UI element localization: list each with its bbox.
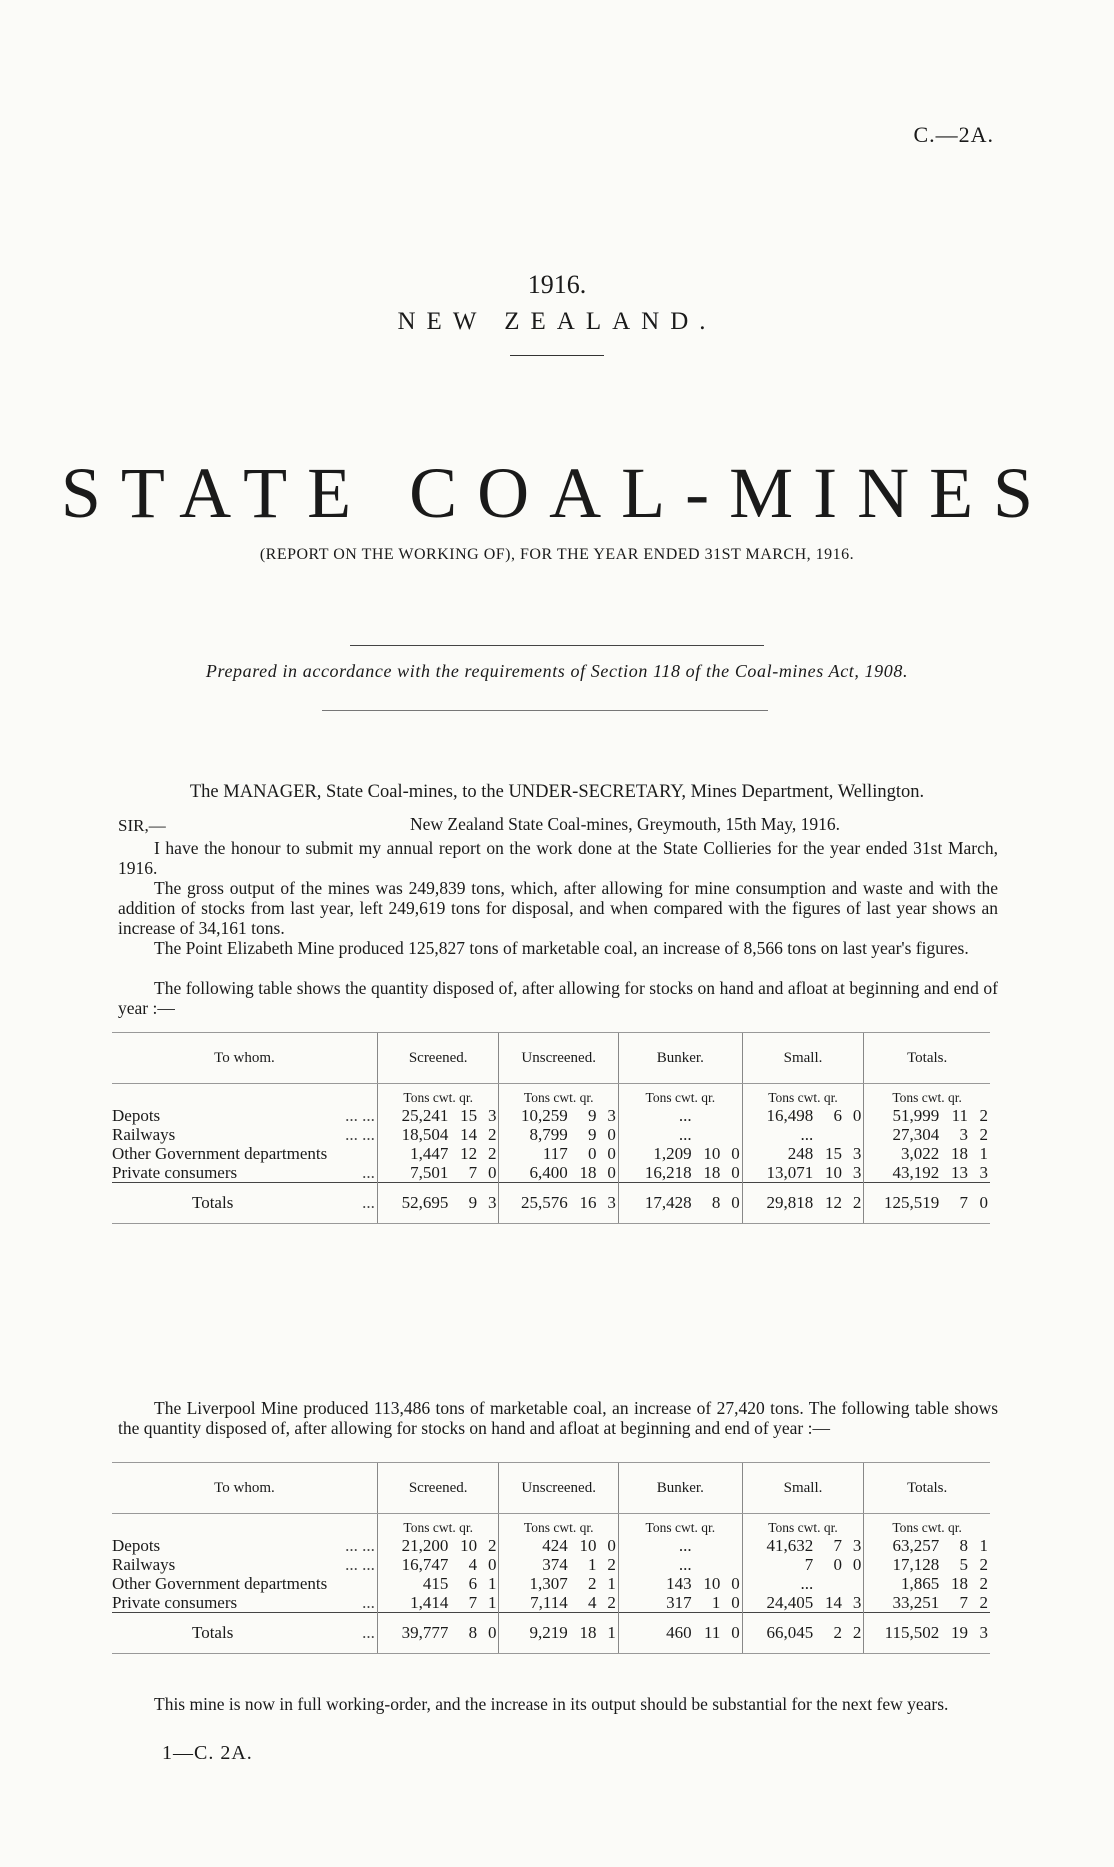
- cell-qr: 0: [487, 1163, 497, 1182]
- cell-tons: 24,405: [742, 1593, 815, 1613]
- units-label: Tons cwt. qr.: [618, 1084, 742, 1107]
- cell-qr: 0: [852, 1106, 862, 1125]
- country-heading: NEW ZEALAND.: [397, 308, 717, 335]
- cell-tons: 1,307: [499, 1574, 570, 1593]
- cell-qr: [722, 1536, 742, 1555]
- col-header-small: Small.: [742, 1463, 864, 1514]
- cell-tons: ...: [742, 1125, 815, 1144]
- cell-qr: 2: [979, 1106, 988, 1125]
- cell-tons: 25,576: [499, 1183, 570, 1224]
- cell-cwt: 8: [450, 1613, 479, 1654]
- cell-cwt: 5: [959, 1555, 968, 1574]
- cell-tons: 16,218: [618, 1163, 693, 1183]
- col-header-to-whom: To whom.: [112, 1033, 377, 1084]
- col-header-unscreened: Unscreened.: [499, 1033, 618, 1084]
- table-row: [112, 1555, 990, 1574]
- col-header-screened: Screened.: [377, 1463, 499, 1514]
- cell-qr: 2: [979, 1125, 988, 1144]
- cell-qr: 3: [599, 1183, 619, 1224]
- row-label-text: Railways: [112, 1125, 176, 1144]
- cell-tons: 3,022: [864, 1144, 941, 1163]
- cell-tons: 7,114: [499, 1593, 570, 1613]
- letter-addressee: The MANAGER, State Coal-mines, to the UNDER-SECRETARY, Mines Department, Wellington.: [189, 782, 925, 802]
- liverpool-table: [112, 1462, 990, 1654]
- row-label: [112, 1163, 377, 1183]
- divider-rule: [510, 355, 604, 356]
- table1-totals-row: [112, 1183, 990, 1224]
- cell-qr: 2: [487, 1536, 497, 1555]
- cell-cwt: 7: [468, 1593, 478, 1612]
- letter-dateline: New Zealand State Coal-mines, Greymouth, 15th May, 1916.: [410, 814, 840, 834]
- cell-qr: 1: [607, 1574, 616, 1593]
- cell-tons: ...: [618, 1536, 693, 1555]
- cell-cwt: 11: [694, 1613, 723, 1654]
- cell-cwt: 3: [959, 1125, 968, 1144]
- cell-qr: 3: [607, 1106, 616, 1125]
- cell-tons: 374: [499, 1555, 570, 1574]
- cell-tons: 460: [618, 1613, 693, 1654]
- cell-cwt: 15: [460, 1106, 478, 1125]
- cell-tons: 33,251: [864, 1593, 941, 1613]
- cell-cwt: 9: [450, 1183, 479, 1224]
- cell-qr: 3: [979, 1163, 988, 1182]
- cell-qr: 2: [979, 1574, 988, 1593]
- row-label: [112, 1593, 377, 1613]
- cell-qr: 0: [607, 1144, 616, 1163]
- cell-tons: 7: [742, 1555, 815, 1574]
- cell-qr: 2: [607, 1593, 616, 1612]
- col-header-bunker: Bunker.: [618, 1033, 742, 1084]
- cell-tons: ...: [618, 1555, 693, 1574]
- table-row: [112, 1574, 990, 1593]
- cell-tons: 248: [742, 1144, 815, 1163]
- cell-tons: 1,447: [377, 1144, 450, 1163]
- cell-cwt: 18: [950, 1574, 968, 1593]
- cell-qr: 0: [731, 1144, 740, 1163]
- cell-tons: 18,504: [377, 1125, 450, 1144]
- cell-qr: 0: [722, 1613, 742, 1654]
- leader-dots: ... ...: [345, 1106, 375, 1125]
- cell-qr: 3: [479, 1183, 499, 1224]
- cell-qr: 3: [852, 1536, 862, 1555]
- leader-dots: ...: [362, 1593, 375, 1612]
- cell-tons: 21,200: [377, 1536, 450, 1555]
- cell-cwt: 6: [833, 1106, 842, 1125]
- cell-qr: 0: [607, 1125, 616, 1144]
- units-label: Tons cwt. qr.: [377, 1514, 499, 1537]
- cell-cwt: 2: [588, 1574, 597, 1593]
- units-label: Tons cwt. qr.: [618, 1514, 742, 1537]
- cell-cwt: [694, 1536, 723, 1555]
- cell-tons: 29,818: [742, 1183, 815, 1224]
- paragraph-point-elizabeth: The Point Elizabeth Mine produced 125,827 tons of marketable coal, an increase of 8,566 tons on last year's figures.: [154, 938, 969, 958]
- units-label: Tons cwt. qr.: [377, 1084, 499, 1107]
- cell-cwt: 15: [824, 1144, 842, 1163]
- report-year: 1916.: [527, 270, 587, 299]
- table-row: [112, 1106, 990, 1125]
- row-label: [112, 1144, 377, 1163]
- cell-qr: 2: [487, 1125, 497, 1144]
- cell-cwt: [694, 1555, 723, 1574]
- cell-qr: 1: [487, 1593, 497, 1612]
- row-label-text: Private consumers: [112, 1593, 238, 1612]
- cell-qr: [844, 1125, 864, 1144]
- cell-tons: 63,257: [864, 1536, 941, 1555]
- cell-tons: 125,519: [864, 1183, 941, 1224]
- cell-tons: 39,777: [377, 1613, 450, 1654]
- cell-qr: 0: [852, 1555, 862, 1574]
- row-label-text: Depots: [112, 1106, 161, 1125]
- cell-cwt: [815, 1574, 844, 1593]
- cell-qr: [722, 1106, 742, 1125]
- cell-qr: 3: [852, 1144, 862, 1163]
- row-label-text: Depots: [112, 1536, 161, 1555]
- paragraph-table1-intro: The following table shows the quantity disposed of, after allowing for stocks on hand and afloat at beginning and end of year :—: [118, 978, 998, 1018]
- cell-tons: 51,999: [864, 1106, 941, 1125]
- cell-cwt: 7: [959, 1593, 968, 1612]
- cell-qr: 3: [852, 1593, 862, 1612]
- cell-qr: 2: [979, 1555, 988, 1574]
- cell-tons: 115,502: [864, 1613, 941, 1654]
- units-label: Tons cwt. qr.: [499, 1084, 618, 1107]
- cell-cwt: 14: [824, 1593, 842, 1612]
- point-elizabeth-table: [112, 1032, 990, 1224]
- cell-qr: 2: [844, 1613, 864, 1654]
- table-row: [112, 1163, 990, 1183]
- cell-cwt: 1: [588, 1555, 597, 1574]
- cell-tons: 1,414: [377, 1593, 450, 1613]
- cell-tons: 1,209: [618, 1144, 693, 1163]
- cell-cwt: 18: [579, 1163, 597, 1182]
- col-header-unscreened: Unscreened.: [499, 1463, 618, 1514]
- row-label: [112, 1536, 377, 1555]
- paragraph-gross-output: The gross output of the mines was 249,839 tons, which, after allowing for mine consumption and waste and with the addition of stocks from last year, left 249,619 tons for disposal, and when compared with the figures of last year shows an increase of 34,161 tons.: [118, 878, 998, 938]
- paragraph-liverpool: The Liverpool Mine produced 113,486 tons of marketable coal, an increase of 27,420 tons. The following table shows the quantity disposed of, after allowing for stocks on hand and afloat at beginning and end of year :—: [118, 1398, 998, 1438]
- cell-tons: 415: [377, 1574, 450, 1593]
- cell-qr: 0: [487, 1555, 497, 1574]
- cell-cwt: 0: [588, 1144, 597, 1163]
- units-label: Tons cwt. qr.: [864, 1514, 990, 1537]
- cell-cwt: 11: [951, 1106, 968, 1125]
- cell-cwt: 10: [460, 1536, 478, 1555]
- cell-cwt: 10: [703, 1574, 721, 1593]
- divider-rule: [350, 645, 764, 646]
- cell-qr: 2: [607, 1555, 616, 1574]
- leader-dots: ... ...: [345, 1555, 375, 1574]
- cell-cwt: 18: [703, 1163, 721, 1182]
- col-header-bunker: Bunker.: [618, 1463, 742, 1514]
- cell-cwt: [694, 1125, 723, 1144]
- cell-qr: 0: [479, 1613, 499, 1654]
- table-row: [112, 1125, 990, 1144]
- cell-qr: 0: [970, 1183, 990, 1224]
- divider-rule: [322, 710, 768, 711]
- cell-cwt: 8: [959, 1536, 968, 1555]
- cell-cwt: 6: [468, 1574, 478, 1593]
- cell-qr: 1: [599, 1613, 619, 1654]
- cell-tons: 1,865: [864, 1574, 941, 1593]
- leader-dots: ... ...: [345, 1536, 375, 1555]
- cell-qr: 0: [731, 1593, 740, 1612]
- cell-qr: 1: [979, 1144, 988, 1163]
- table-row: [112, 1593, 990, 1613]
- cell-tons: 317: [618, 1593, 693, 1613]
- cell-tons: 17,128: [864, 1555, 941, 1574]
- col-header-totals: Totals.: [864, 1033, 990, 1084]
- cell-tons: 117: [499, 1144, 570, 1163]
- row-label: [112, 1183, 377, 1224]
- cell-qr: 3: [970, 1613, 990, 1654]
- cell-cwt: 14: [460, 1125, 478, 1144]
- cell-cwt: 10: [579, 1536, 597, 1555]
- cell-tons: 9,219: [499, 1613, 570, 1654]
- col-header-screened: Screened.: [377, 1033, 499, 1084]
- leader-dots: ... ...: [345, 1125, 375, 1144]
- page-subtitle: (REPORT ON THE WORKING OF), FOR THE YEAR ENDED 31ST MARCH, 1916.: [259, 546, 855, 563]
- cell-tons: 7,501: [377, 1163, 450, 1183]
- cell-tons: ...: [618, 1125, 693, 1144]
- row-label-text: Private consumers: [112, 1163, 238, 1182]
- units-label: Tons cwt. qr.: [499, 1514, 618, 1537]
- page-title: STATE COAL-MINES: [60, 453, 1054, 533]
- cell-cwt: 4: [468, 1555, 478, 1574]
- units-label: Tons cwt. qr.: [742, 1084, 864, 1107]
- cell-cwt: 7: [833, 1536, 842, 1555]
- cell-tons: 52,695: [377, 1183, 450, 1224]
- paragraph-intro: I have the honour to submit my annual report on the work done at the State Collieries for the year ended 31st March, 1916.: [118, 838, 998, 878]
- cell-qr: 0: [607, 1536, 616, 1555]
- row-label: [112, 1574, 377, 1593]
- signature-reference: 1—C. 2A.: [162, 1742, 253, 1764]
- table1-body: [112, 1106, 990, 1183]
- row-label-text: Totals: [192, 1623, 234, 1642]
- cell-cwt: 9: [588, 1106, 597, 1125]
- cell-cwt: 7: [468, 1163, 478, 1182]
- leader-dots: ...: [362, 1623, 375, 1642]
- cell-cwt: 9: [588, 1125, 597, 1144]
- row-label: [112, 1106, 377, 1125]
- cell-tons: 10,259: [499, 1106, 570, 1125]
- cell-tons: 424: [499, 1536, 570, 1555]
- cell-tons: 8,799: [499, 1125, 570, 1144]
- cell-tons: 43,192: [864, 1163, 941, 1183]
- cell-qr: 0: [731, 1163, 740, 1182]
- cell-tons: 143: [618, 1574, 693, 1593]
- cell-cwt: 1: [711, 1593, 721, 1612]
- cell-qr: 1: [979, 1536, 988, 1555]
- row-label: [112, 1555, 377, 1574]
- cell-qr: 3: [487, 1106, 497, 1125]
- cell-cwt: 8: [694, 1183, 723, 1224]
- cell-tons: 17,428: [618, 1183, 693, 1224]
- cell-tons: 25,241: [377, 1106, 450, 1125]
- row-label-text: Railways: [112, 1555, 176, 1574]
- cell-cwt: 18: [950, 1144, 968, 1163]
- prepared-note: Prepared in accordance with the requirements of Section 118 of the Coal-mines Act, 1908.: [205, 661, 909, 681]
- cell-qr: 0: [607, 1163, 616, 1182]
- row-label: [112, 1613, 377, 1654]
- table2-body: [112, 1536, 990, 1613]
- cell-tons: 6,400: [499, 1163, 570, 1183]
- cell-cwt: 4: [588, 1593, 597, 1612]
- cell-tons: ...: [742, 1574, 815, 1593]
- units-label: Tons cwt. qr.: [742, 1514, 864, 1537]
- row-label-text: Other Government departments: [112, 1574, 328, 1593]
- cell-cwt: 18: [570, 1613, 599, 1654]
- cell-cwt: 2: [815, 1613, 844, 1654]
- cell-qr: 3: [852, 1163, 862, 1182]
- cell-cwt: 19: [941, 1613, 970, 1654]
- table-row: [112, 1144, 990, 1163]
- cell-cwt: 13: [950, 1163, 968, 1182]
- cell-qr: 2: [844, 1183, 864, 1224]
- cell-cwt: 10: [703, 1144, 721, 1163]
- row-label: [112, 1125, 377, 1144]
- col-header-to-whom: To whom.: [112, 1463, 377, 1514]
- cell-qr: 0: [722, 1183, 742, 1224]
- cell-cwt: 0: [833, 1555, 842, 1574]
- cell-qr: 0: [731, 1574, 740, 1593]
- cell-cwt: 12: [460, 1144, 478, 1163]
- salutation: SIR,—: [118, 816, 166, 835]
- leader-dots: ...: [362, 1193, 375, 1212]
- cell-cwt: 12: [815, 1183, 844, 1224]
- cell-tons: 16,747: [377, 1555, 450, 1574]
- table2-totals-row: [112, 1613, 990, 1654]
- cell-cwt: [815, 1125, 844, 1144]
- leader-dots: ...: [362, 1163, 375, 1182]
- cell-qr: [722, 1555, 742, 1574]
- cell-tons: ...: [618, 1106, 693, 1125]
- table-row: [112, 1536, 990, 1555]
- cell-qr: [844, 1574, 864, 1593]
- page-reference: C.—2A.: [913, 122, 994, 147]
- col-header-small: Small.: [742, 1033, 864, 1084]
- cell-tons: 13,071: [742, 1163, 815, 1183]
- cell-tons: 27,304: [864, 1125, 941, 1144]
- row-label-text: Other Government departments: [112, 1144, 328, 1163]
- cell-cwt: 16: [570, 1183, 599, 1224]
- cell-tons: 16,498: [742, 1106, 815, 1125]
- cell-qr: 2: [979, 1593, 988, 1612]
- cell-tons: 66,045: [742, 1613, 815, 1654]
- cell-cwt: 10: [824, 1163, 842, 1182]
- col-header-totals: Totals.: [864, 1463, 990, 1514]
- paragraph-conclusion: This mine is now in full working-order, and the increase in its output should be substantial for the next few years.: [154, 1694, 949, 1714]
- cell-qr: [722, 1125, 742, 1144]
- cell-cwt: [694, 1106, 723, 1125]
- units-label: Tons cwt. qr.: [864, 1084, 990, 1107]
- cell-cwt: 7: [941, 1183, 970, 1224]
- cell-tons: 41,632: [742, 1536, 815, 1555]
- cell-qr: 2: [487, 1144, 497, 1163]
- cell-qr: 1: [487, 1574, 497, 1593]
- row-label-text: Totals: [192, 1193, 234, 1212]
